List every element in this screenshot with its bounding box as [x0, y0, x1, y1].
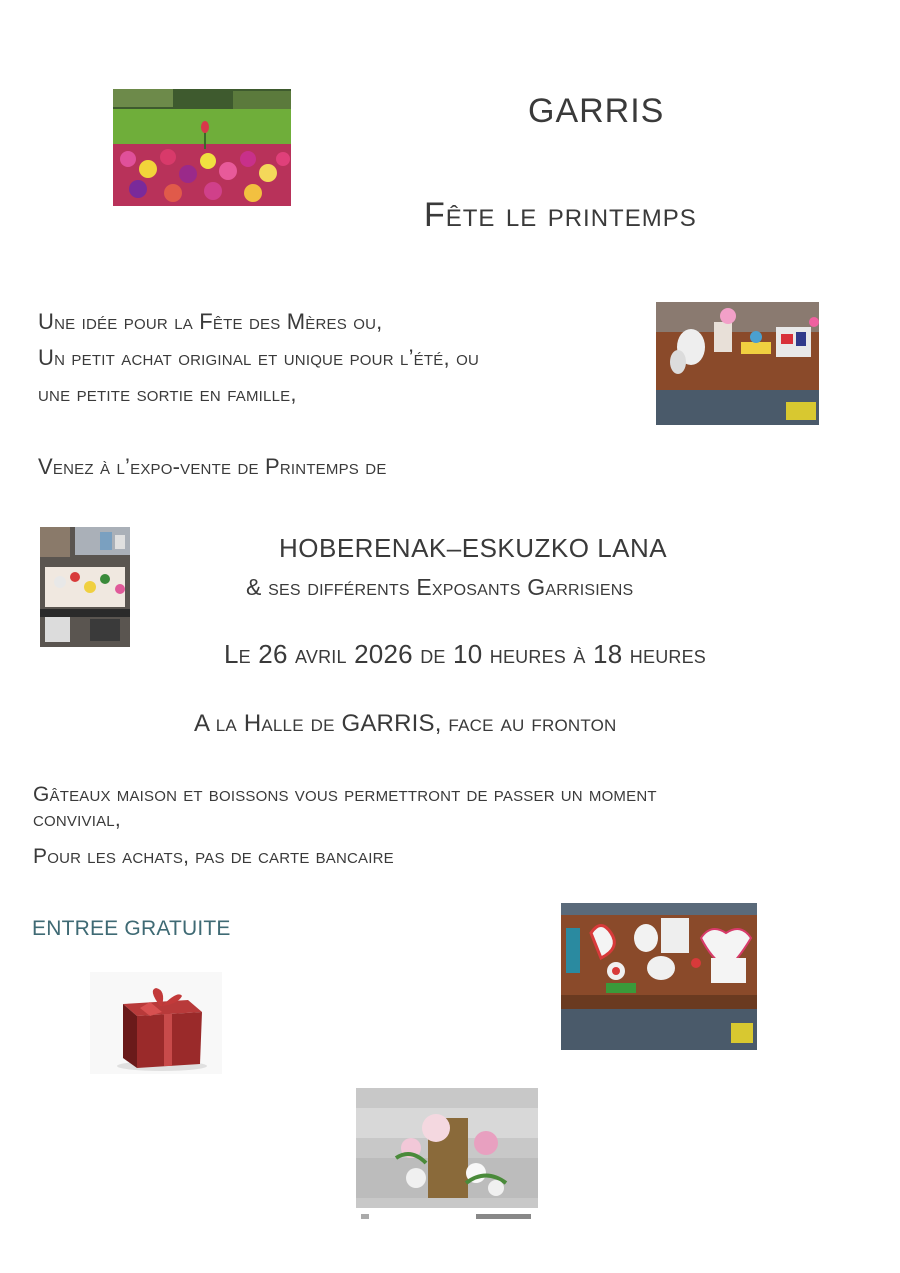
market-stall-photo: [40, 527, 130, 647]
floral-arrangement-photo: [356, 1088, 538, 1223]
gift-box-image: [90, 972, 222, 1074]
notes-line-2: Pour les achats, pas de carte bancaire: [33, 845, 394, 868]
crafts-table-photo: [656, 302, 819, 425]
organizer-name: HOBERENAK–ESKUZKO LANA: [279, 533, 668, 563]
invite-line: Venez à l’expo-vente de Printemps de: [38, 454, 387, 479]
page-subtitle: Fête le printemps: [424, 196, 697, 234]
garden-flowers-photo: [113, 89, 291, 206]
event-location: A la Halle de GARRIS, face au fronton: [194, 710, 617, 737]
organizer-partners: & ses différents Exposants Garrisiens: [246, 574, 634, 600]
page-title: GARRIS: [528, 92, 665, 130]
intro-line-1: Une idée pour la Fête des Mères ou,: [38, 309, 383, 334]
intro-line-2: Un petit achat original et unique pour l’été, ou: [38, 345, 479, 370]
notes-line-1-continued: convivial,: [33, 808, 121, 831]
free-entry-label: ENTREE GRATUITE: [32, 917, 231, 940]
ceramic-crafts-photo: [561, 903, 757, 1050]
intro-line-3: une petite sortie en famille,: [38, 381, 297, 406]
notes-line-1: Gâteaux maison et boissons vous permettront de passer un moment: [33, 783, 657, 806]
event-date: Le 26 avril 2026 de 10 heures à 18 heures: [224, 639, 707, 669]
